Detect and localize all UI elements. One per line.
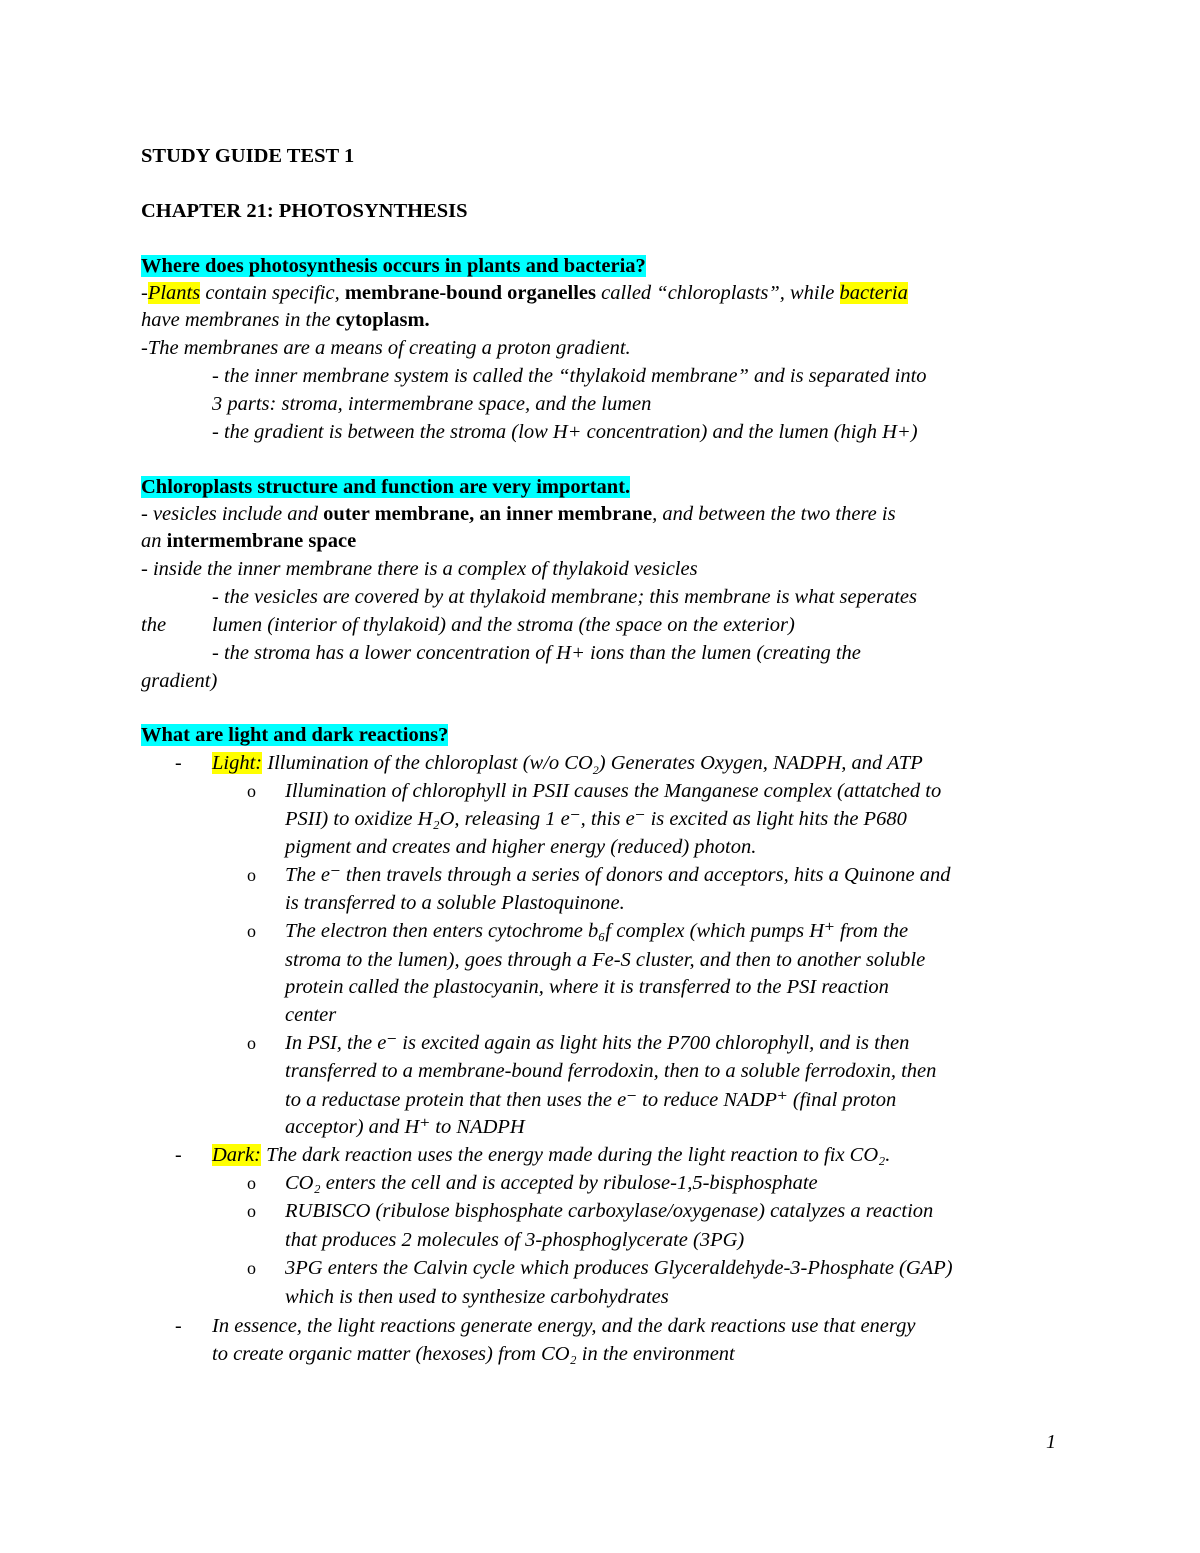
list-item-line: to a reductase protein that then uses the e⁻ to reduce NADP⁺ (final proton <box>285 1089 897 1111</box>
list-item-line: stroma to the lumen), goes through a Fe-S cluster, and then to another soluble <box>285 949 926 971</box>
section-heading: What are light and dark reactions? <box>141 724 449 746</box>
circle-bullet-icon: o <box>247 1201 256 1221</box>
paragraph-line: 3 parts: stroma, intermembrane space, and the lumen <box>212 393 652 415</box>
circle-bullet-icon: o <box>247 1033 256 1053</box>
list-item-line: RUBISCO (ribulose bisphosphate carboxylase/oxygenase) catalyzes a reaction <box>285 1200 934 1222</box>
list-item-line: The electron then enters cytochrome b₆f complex (which pumps H⁺ from the <box>285 920 909 942</box>
circle-bullet-icon: o <box>247 1258 256 1278</box>
list-item-line: The e⁻ then travels through a series of donors and acceptors, hits a Quinone and <box>285 864 951 886</box>
list-item-line: protein called the plastocyanin, where it is transferred to the PSI reaction <box>285 976 889 998</box>
highlight-plants: Plants <box>147 282 201 304</box>
chapter-heading: CHAPTER 21: PHOTOSYNTHESIS <box>141 200 468 222</box>
list-item-line: which is then used to synthesize carbohydrates <box>285 1286 669 1308</box>
highlight-light: Light: <box>212 752 263 774</box>
paragraph-line: - the stroma has a lower concentration of H+ ions than the lumen (creating the <box>212 642 861 664</box>
list-item-line: is transferred to a soluble Plastoquinone. <box>285 892 625 914</box>
list-item-line: 3PG enters the Calvin cycle which produces Glyceraldehyde-3-Phosphate (GAP) <box>285 1257 953 1279</box>
dash-bullet: - <box>175 1144 182 1166</box>
list-item-line: Illumination of chlorophyll in PSII causes the Manganese complex (attatched to <box>285 780 942 802</box>
circle-bullet-icon: o <box>247 1173 256 1193</box>
list-item-line: to create organic matter (hexoses) from CO₂ in the environment <box>212 1343 735 1365</box>
circle-bullet-icon: o <box>247 865 256 885</box>
section-heading: Where does photosynthesis occurs in plants and bacteria? <box>141 255 646 277</box>
paragraph-line: - inside the inner membrane there is a complex of thylakoid vesicles <box>141 558 698 580</box>
list-item-summary: In essence, the light reactions generate energy, and the dark reactions use that energy <box>212 1315 916 1337</box>
paragraph-line: an intermembrane space <box>141 530 357 552</box>
highlight-dark: Dark: <box>212 1144 261 1166</box>
list-item-line: CO₂ enters the cell and is accepted by ribulose-1,5-bisphosphate <box>285 1172 818 1194</box>
list-item-line: that produces 2 molecules of 3-phosphoglycerate (3PG) <box>285 1229 745 1251</box>
list-item-line: transferred to a membrane-bound ferrodoxin, then to a soluble ferrodoxin, then <box>285 1060 937 1082</box>
paragraph-line: gradient) <box>141 670 218 692</box>
page-number: 1 <box>1046 1431 1056 1453</box>
circle-bullet-icon: o <box>247 781 256 801</box>
paragraph-line: - the vesicles are covered by at thylakoid membrane; this membrane is what seperates <box>212 586 917 608</box>
section-heading: Chloroplasts structure and function are very important. <box>141 476 631 498</box>
highlight-bacteria: bacteria <box>839 282 908 304</box>
list-item-line: center <box>285 1004 337 1026</box>
list-item-line: In PSI, the e⁻ is excited again as light hits the P700 chlorophyll, and is then <box>285 1032 910 1054</box>
dash-bullet: - <box>175 752 182 774</box>
paragraph-line: -Plants contain specific, membrane-bound organelles called “chloroplasts”, while bacteria <box>141 282 908 304</box>
circle-bullet-icon: o <box>247 921 256 941</box>
document-title: STUDY GUIDE TEST 1 <box>141 145 355 167</box>
list-item-line: PSII) to oxidize H₂O, releasing 1 e⁻, this e⁻ is excited as light hits the P680 <box>285 808 907 830</box>
dash-bullet: - <box>175 1315 182 1337</box>
paragraph-line: the <box>141 614 167 636</box>
paragraph-line: - the inner membrane system is called the “thylakoid membrane” and is separated into <box>212 365 927 387</box>
list-item-light: Light: Illumination of the chloroplast (w/o $CO_2$) Generates Oxygen, NADPH, and ATP <box>212 752 923 778</box>
paragraph-line: lumen (interior of thylakoid) and the stroma (the space on the exterior) <box>212 614 795 636</box>
paragraph-line: - the gradient is between the stroma (low H+ concentration) and the lumen (high H+) <box>212 421 918 443</box>
list-item-dark: Dark: The dark reaction uses the energy made during the light reaction to fix CO₂. <box>212 1144 891 1166</box>
list-item-line: pigment and creates and higher energy (reduced) photon. <box>285 836 757 858</box>
list-item-line: acceptor) and H⁺ to NADPH <box>285 1116 525 1138</box>
paragraph-line: have membranes in the cytoplasm. <box>141 309 430 331</box>
paragraph-line: -The membranes are a means of creating a proton gradient. <box>141 337 631 359</box>
paragraph-line: - vesicles include and outer membrane, an inner membrane, and between the two there is <box>141 503 896 525</box>
